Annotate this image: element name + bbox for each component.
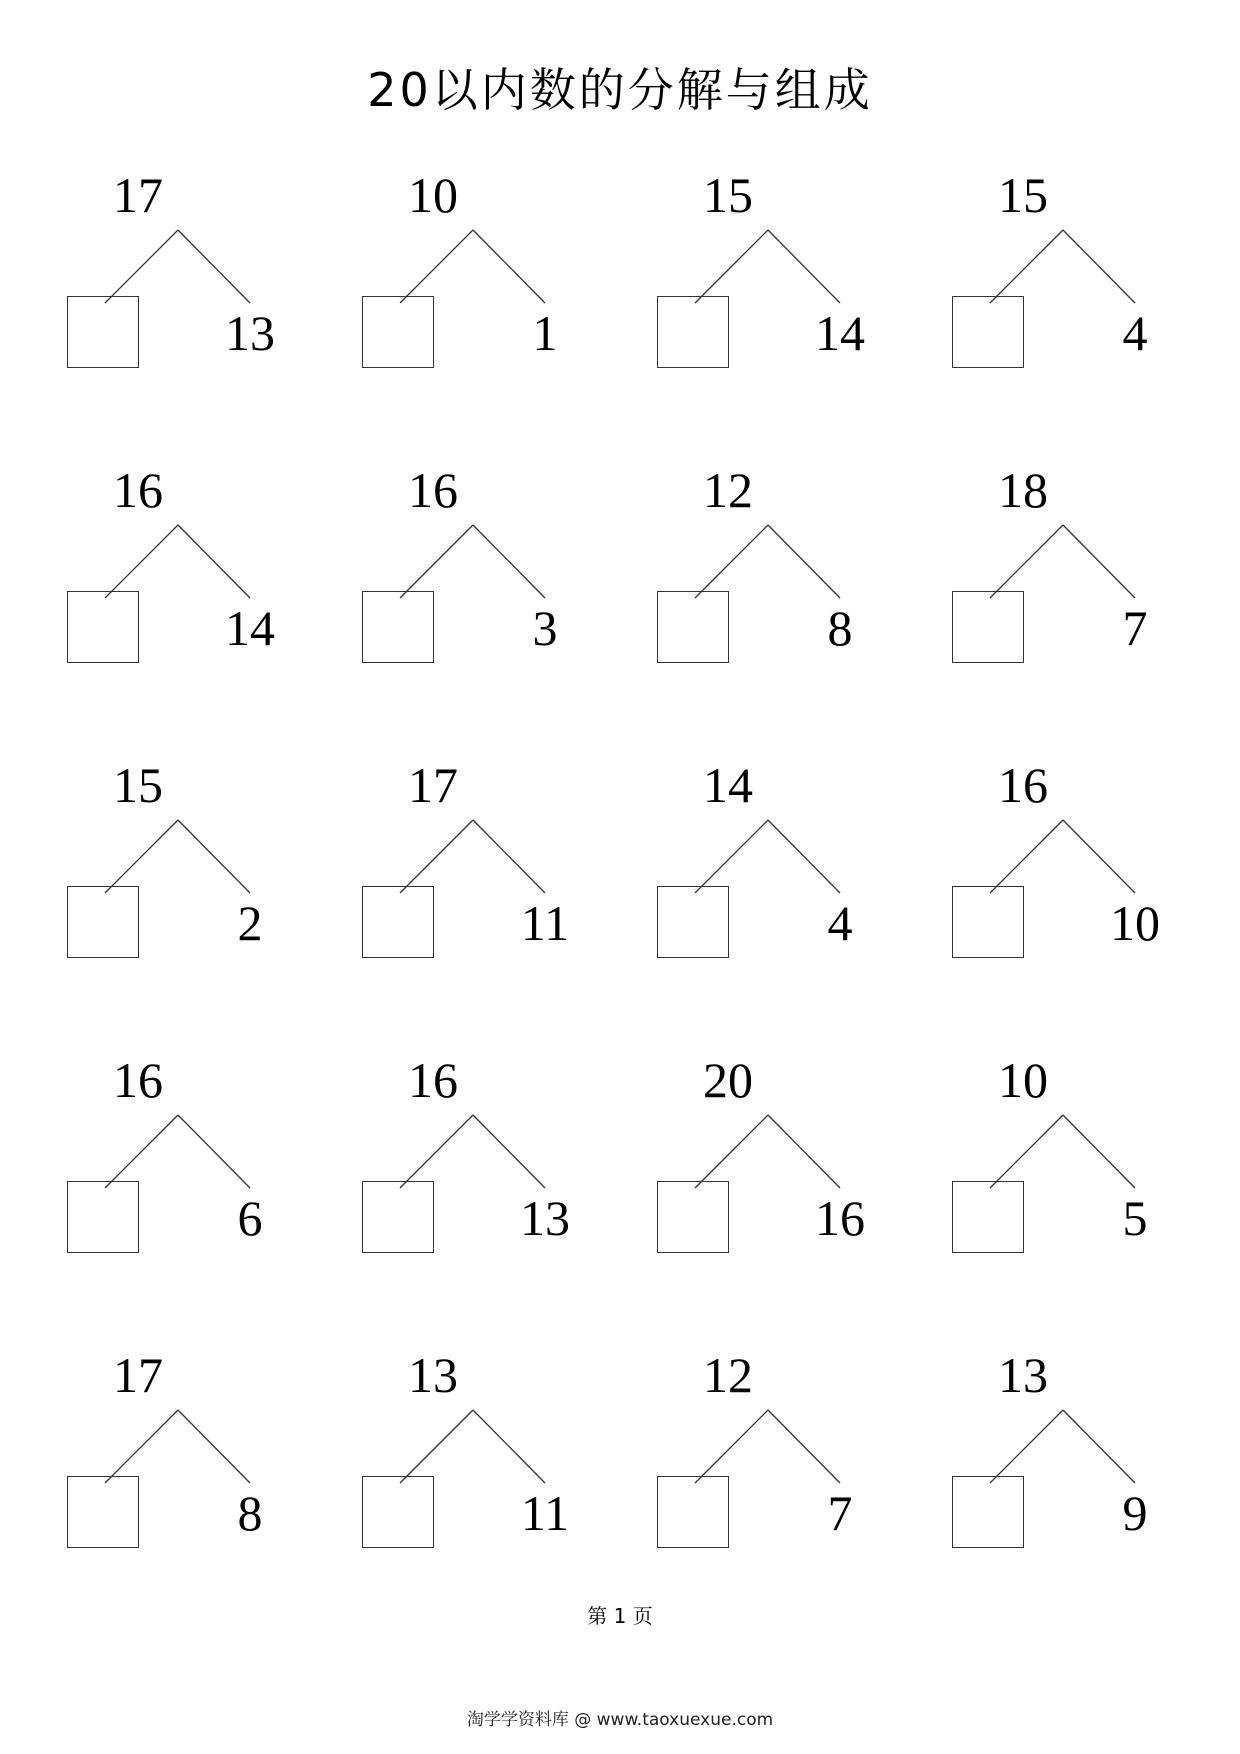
right-branch-line: [178, 1410, 250, 1483]
decomposition-item: [885, 1345, 1175, 1575]
decomposition-item: [0, 1050, 290, 1280]
left-branch-line: [400, 1115, 473, 1188]
decomposition-item: [0, 1345, 290, 1575]
total-number: 13: [998, 1347, 1048, 1403]
answer-box[interactable]: [657, 296, 729, 368]
right-branch-line: [473, 1410, 545, 1483]
known-part-number: 7: [1122, 600, 1148, 656]
total-number: 14: [703, 757, 753, 813]
left-branch-line: [695, 820, 768, 893]
page-title: 20以内数的分解与组成: [367, 63, 873, 117]
answer-box[interactable]: [67, 296, 139, 368]
total-number: 16: [408, 462, 458, 518]
left-branch-line: [105, 230, 178, 303]
total-number: 16: [998, 757, 1048, 813]
decomposition-item: [295, 165, 585, 395]
known-part-number: 4: [827, 895, 853, 951]
left-branch-line: [400, 525, 473, 598]
left-branch-line: [695, 1410, 768, 1483]
known-part-number: 4: [1122, 305, 1148, 361]
known-part-number: 8: [827, 600, 853, 656]
total-number: 13: [408, 1347, 458, 1403]
right-branch-line: [473, 230, 545, 303]
left-branch-line: [105, 1410, 178, 1483]
total-number: 20: [703, 1052, 753, 1108]
known-part-number: 2: [237, 895, 263, 951]
answer-box[interactable]: [67, 1181, 139, 1253]
total-number: 16: [113, 1052, 163, 1108]
right-branch-line: [1063, 1115, 1135, 1188]
known-part-number: 6: [237, 1190, 263, 1246]
right-branch-line: [768, 1410, 840, 1483]
right-branch-line: [768, 1115, 840, 1188]
right-branch-line: [768, 525, 840, 598]
decomposition-item: [590, 1050, 880, 1280]
decomposition-item: [295, 460, 585, 690]
right-branch-line: [1063, 1410, 1135, 1483]
known-part-number: 10: [1110, 895, 1160, 951]
answer-box[interactable]: [657, 1181, 729, 1253]
left-branch-line: [990, 1410, 1063, 1483]
answer-box[interactable]: [952, 591, 1024, 663]
decomposition-item: [590, 755, 880, 985]
known-part-number: 13: [520, 1190, 570, 1246]
right-branch-line: [178, 820, 250, 893]
known-part-number: 13: [225, 305, 275, 361]
decomposition-item: [295, 1050, 585, 1280]
left-branch-line: [695, 525, 768, 598]
answer-box[interactable]: [657, 1476, 729, 1548]
footer-watermark: 淘学学资料库 @ www.taoxuexue.com: [466, 1710, 774, 1730]
decomposition-item: [885, 460, 1175, 690]
left-branch-line: [105, 525, 178, 598]
total-number: 17: [408, 757, 458, 813]
decomposition-item: [885, 1050, 1175, 1280]
total-number: 15: [703, 167, 753, 223]
known-part-number: 3: [532, 600, 558, 656]
known-part-number: 11: [520, 1485, 570, 1541]
answer-box[interactable]: [952, 1181, 1024, 1253]
decomposition-item: [295, 755, 585, 985]
decomposition-item: [0, 460, 290, 690]
right-branch-line: [1063, 525, 1135, 598]
known-part-number: 16: [815, 1190, 865, 1246]
total-number: 12: [703, 462, 753, 518]
right-branch-line: [178, 525, 250, 598]
answer-box[interactable]: [362, 296, 434, 368]
answer-box[interactable]: [67, 591, 139, 663]
left-branch-line: [990, 525, 1063, 598]
answer-box[interactable]: [362, 1181, 434, 1253]
decomposition-item: [590, 1345, 880, 1575]
decomposition-item: [0, 165, 290, 395]
known-part-number: 14: [815, 305, 865, 361]
total-number: 18: [998, 462, 1048, 518]
left-branch-line: [695, 1115, 768, 1188]
known-part-number: 5: [1122, 1190, 1148, 1246]
answer-box[interactable]: [362, 1476, 434, 1548]
left-branch-line: [990, 820, 1063, 893]
page-number: 第 1 页: [587, 1604, 653, 1628]
answer-box[interactable]: [952, 886, 1024, 958]
known-part-number: 7: [827, 1485, 853, 1541]
total-number: 16: [408, 1052, 458, 1108]
answer-box[interactable]: [657, 591, 729, 663]
total-number: 17: [113, 167, 163, 223]
known-part-number: 11: [520, 895, 570, 951]
total-number: 10: [408, 167, 458, 223]
right-branch-line: [178, 230, 250, 303]
left-branch-line: [990, 230, 1063, 303]
known-part-number: 8: [237, 1485, 263, 1541]
answer-box[interactable]: [952, 1476, 1024, 1548]
right-branch-line: [473, 525, 545, 598]
left-branch-line: [990, 1115, 1063, 1188]
left-branch-line: [695, 230, 768, 303]
right-branch-line: [768, 820, 840, 893]
answer-box[interactable]: [952, 296, 1024, 368]
right-branch-line: [768, 230, 840, 303]
left-branch-line: [105, 1115, 178, 1188]
known-part-number: 9: [1122, 1485, 1148, 1541]
answer-box[interactable]: [362, 591, 434, 663]
total-number: 16: [113, 462, 163, 518]
known-part-number: 14: [225, 600, 275, 656]
left-branch-line: [400, 1410, 473, 1483]
answer-box[interactable]: [657, 886, 729, 958]
left-branch-line: [400, 230, 473, 303]
decomposition-item: [295, 1345, 585, 1575]
decomposition-item: [885, 755, 1175, 985]
decomposition-item: [590, 165, 880, 395]
total-number: 15: [998, 167, 1048, 223]
decomposition-item: [885, 165, 1175, 395]
total-number: 10: [998, 1052, 1048, 1108]
right-branch-line: [1063, 820, 1135, 893]
answer-box[interactable]: [362, 886, 434, 958]
right-branch-line: [473, 820, 545, 893]
known-part-number: 1: [532, 305, 558, 361]
left-branch-line: [400, 820, 473, 893]
total-number: 17: [113, 1347, 163, 1403]
decomposition-item: [590, 460, 880, 690]
right-branch-line: [473, 1115, 545, 1188]
right-branch-line: [1063, 230, 1135, 303]
total-number: 12: [703, 1347, 753, 1403]
right-branch-line: [178, 1115, 250, 1188]
answer-box[interactable]: [67, 886, 139, 958]
decomposition-item: [0, 755, 290, 985]
answer-box[interactable]: [67, 1476, 139, 1548]
left-branch-line: [105, 820, 178, 893]
total-number: 15: [113, 757, 163, 813]
